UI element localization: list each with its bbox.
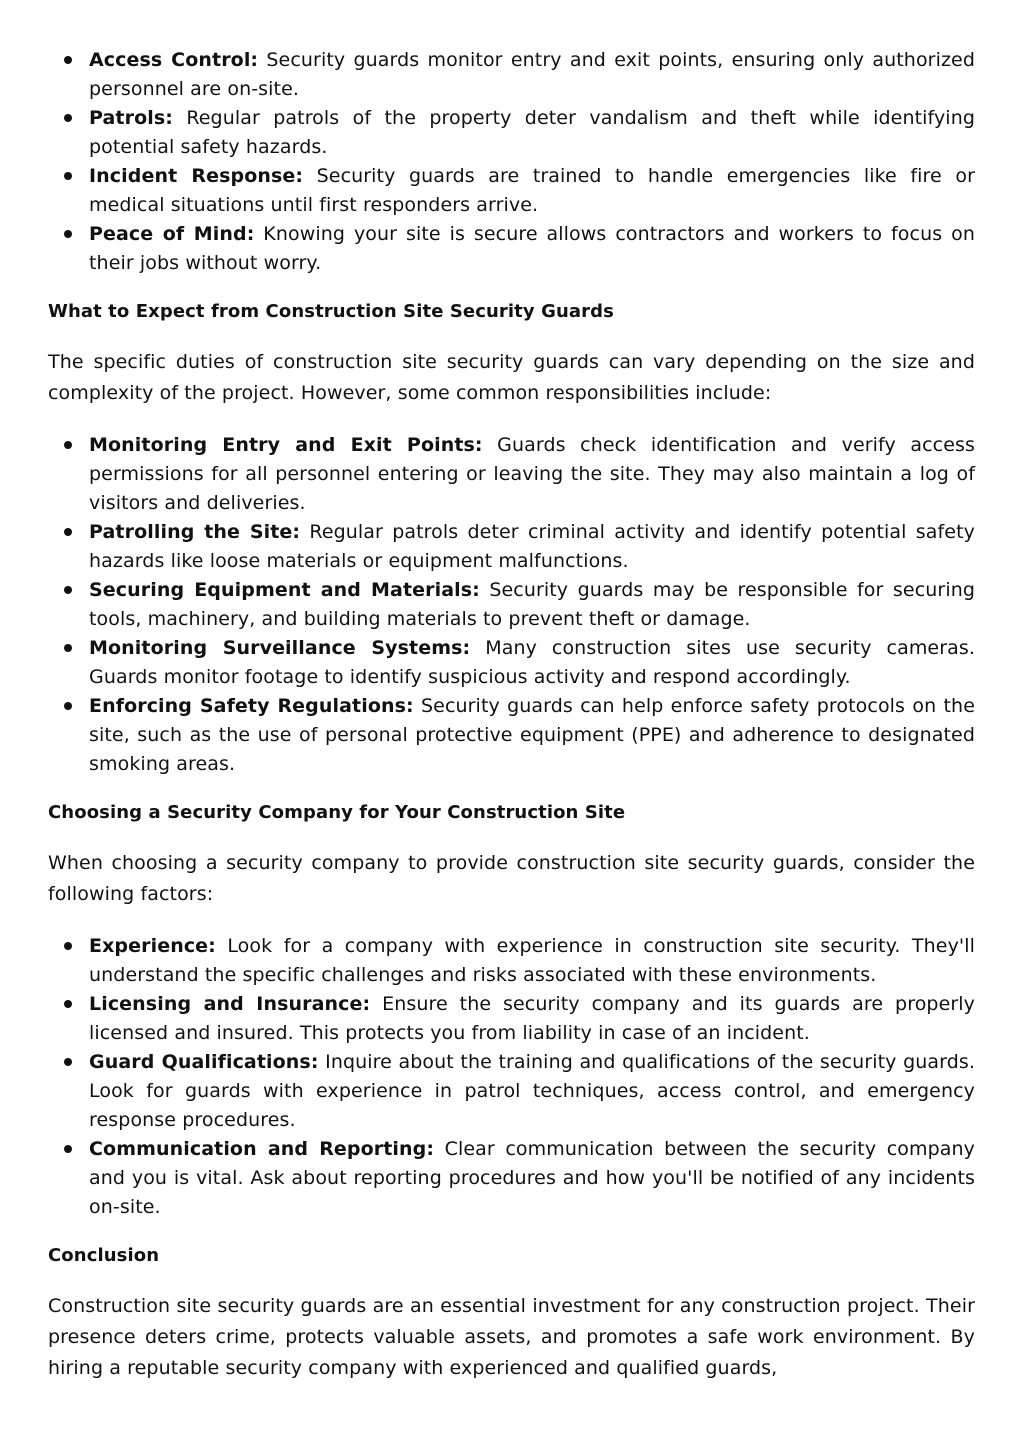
section-heading-conclusion: Conclusion (48, 1245, 160, 1266)
bullet-term: Monitoring Surveillance Systems: (89, 637, 471, 659)
bullet-text: Knowing your site is secure allows contractors and workers to focus on their jobs without worry. (89, 223, 975, 274)
list-item (48, 431, 975, 518)
bullet-text: Many construction sites use security cameras. Guards monitor footage to identify suspicious activity and respond accordingly. (89, 637, 976, 688)
conclusion-paragraph: Construction site security guards are an essential investment for any construction project. Their presence deters crime, protects valuable assets, and promotes a safe work environment. By hiring a reputable security company with experienced and qualified guards, (48, 1295, 975, 1379)
section-intro-expect: The specific duties of construction site security guards can vary depending on the size and complexity of the project. However, some common responsibilities include: (48, 351, 975, 404)
bullet-icon (64, 586, 72, 594)
bullet-text: Regular patrols of the property deter vandalism and theft while identifying potential safety hazards. (89, 107, 975, 158)
list-item (48, 1135, 975, 1222)
section-heading-expect: What to Expect from Construction Site Security Guards (48, 301, 614, 322)
list-item (48, 576, 975, 634)
expect-bullet-list (48, 431, 975, 779)
bullet-text: Clear communication between the security company and you is vital. Ask about reporting procedures and how you'll be notified of any incidents on-site. (89, 1138, 975, 1218)
bullet-icon (64, 230, 72, 238)
intro-bullet-list (48, 46, 975, 278)
bullet-icon (64, 441, 72, 449)
bullet-icon (64, 1145, 72, 1153)
bullet-text: Inquire about the training and qualifications of the security guards. Look for guards with experience in patrol techniques, access control, and emergency response procedures. (89, 1051, 975, 1131)
bullet-term: Monitoring Entry and Exit Points: (89, 434, 483, 456)
bullet-term: Licensing and Insurance: (89, 993, 371, 1015)
bullet-icon (64, 702, 72, 710)
section-intro-choosing: When choosing a security company to provide construction site security guards, consider the following factors: (48, 852, 975, 905)
bullet-icon (64, 56, 72, 64)
bullet-term: Enforcing Safety Regulations: (89, 695, 414, 717)
bullet-term: Patrols: (89, 107, 173, 129)
bullet-text: Guards check identification and verify access permissions for all personnel entering or leaving the site. They may also maintain a log of visitors and deliveries. (89, 434, 975, 514)
choosing-bullet-list (48, 932, 975, 1222)
bullet-term: Peace of Mind: (89, 223, 255, 245)
bullet-icon (64, 114, 72, 122)
list-item (48, 518, 975, 576)
bullet-text: Look for a company with experience in construction site security. They'll understand the specific challenges and risks associated with these environments. (89, 935, 975, 986)
bullet-icon (64, 644, 72, 652)
list-item (48, 46, 975, 104)
bullet-term: Guard Qualifications: (89, 1051, 319, 1073)
list-item (48, 634, 975, 692)
bullet-text: Security guards monitor entry and exit points, ensuring only authorized personnel are on-site. (89, 49, 975, 100)
list-item (48, 692, 975, 779)
bullet-icon (64, 528, 72, 536)
bullet-term: Experience: (89, 935, 216, 957)
bullet-text: Security guards are trained to handle emergencies like fire or medical situations until first responders arrive. (89, 165, 975, 216)
bullet-text: Regular patrols deter criminal activity and identify potential safety hazards like loose materials or equipment malfunctions. (89, 521, 975, 572)
bullet-term: Access Control: (89, 49, 259, 71)
bullet-text: Security guards can help enforce safety protocols on the site, such as the use of personal protective equipment (PPE) and adherence to designated smoking areas. (89, 695, 975, 775)
list-item (48, 1048, 975, 1135)
bullet-term: Securing Equipment and Materials: (89, 579, 480, 601)
bullet-text: Ensure the security company and its guards are properly licensed and insured. This protects you from liability in case of an incident. (89, 993, 976, 1044)
list-item (48, 162, 975, 220)
bullet-icon (64, 1058, 72, 1066)
document-page (48, 46, 975, 1384)
bullet-icon (64, 172, 72, 180)
bullet-term: Communication and Reporting: (89, 1138, 435, 1160)
bullet-icon (64, 942, 72, 950)
list-item (48, 104, 975, 162)
bullet-text: Security guards may be responsible for securing tools, machinery, and building materials to prevent theft or damage. (89, 579, 975, 630)
list-item (48, 990, 975, 1048)
bullet-icon (64, 1000, 72, 1008)
list-item (48, 932, 975, 990)
list-item (48, 220, 975, 278)
section-heading-choosing: Choosing a Security Company for Your Construction Site (48, 802, 626, 823)
bullet-term: Incident Response: (89, 165, 304, 187)
bullet-term: Patrolling the Site: (89, 521, 301, 543)
